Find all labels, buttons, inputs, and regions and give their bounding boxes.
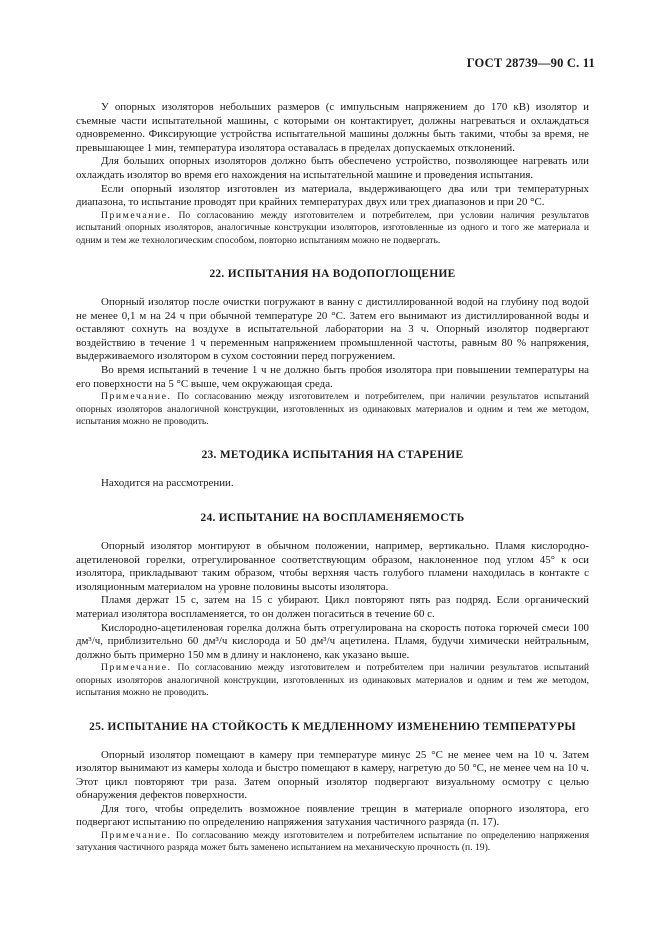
section-heading-22: 22. ИСПЫТАНИЯ НА ВОДОПОГЛОЩЕНИЕ bbox=[209, 267, 456, 280]
note-label: Примечание. bbox=[101, 209, 172, 221]
section-heading-25: 25. ИСПЫТАНИЕ НА СТОЙКОСТЬ К МЕДЛЕННОМУ ИЗМЕНЕНИЮ ТЕМПЕРАТУРЫ bbox=[89, 720, 576, 733]
note-text: По согласованию между изготовителем и потребителем при наличии результатов испытаний опорных изоляторов аналогичной конструкции, изготовленных из одинаковых материалов и одним и тем же методом, испытания можно не проводить. bbox=[76, 662, 589, 699]
section-23 bbox=[76, 477, 589, 491]
note-label: Примечание. bbox=[101, 391, 172, 403]
section-25 bbox=[76, 749, 589, 855]
intro-section bbox=[76, 101, 589, 247]
paragraph: Опорный изолятор после очистки погружают в ванну с дистиллированной водой на глубину под водой не менее 0,1 м на 24 ч при обычной температуре 20 °С. Затем его вынимают из дистиллированной воды и оставляют сохнуть на воздухе в испытательной лаборатории на 3 ч. Опорный изолятор подвергают воздействию в течение 1 ч переменным напряжением промышленной частоты, равным 80 % напряжения, выдерживаемого изолятором в сухом состоянии перед погружением. bbox=[76, 295, 589, 363]
paragraph: Пламя держат 15 с, затем на 15 с убирают. Цикл повторяют пять раз подряд. Если органический материал изолятора воспламеняется, то он должен погаситься в течение 60 с. bbox=[76, 594, 589, 620]
note-text: По согласованию между изготовителем и потребителем испытание по определению напряжения затухания частичного разряда может быть заменено испытанием на механическую прочность (п. 19). bbox=[76, 830, 589, 854]
note-text: По согласованию между изготовителем и потребителем, при наличии результатов испытаний опорных изоляторов аналогичной конструкции, изготовленных из одинаковых материалов и одним и тем же методом, испытания можно не проводить. bbox=[76, 391, 589, 427]
paragraph: Кислородно-ацетиленовая горелка должна быть отрегулирована на скорость потока горючей смеси 100 дм³/ч, приблизительно 60 дм³/ч кислорода и 50 дм³/ч ацетилена. Пламя, будучи химически нейтральным, должно быть примерно 150 мм в длину и наклонено, как указано выше. bbox=[76, 621, 589, 661]
paragraph: Опорный изолятор помещают в камеру при температуре минус 25 °С не менее чем на 10 ч. Затем изолятор вынимают из камеры холода и быстро помещают в камеру, нагретую до 50 °С, не менее чем на 10 ч. Этот цикл повторяют три раза. Затем опорный изолятор подвергают визуальному осмотру с целью обнаружения дефектов поверхности. bbox=[76, 748, 589, 802]
paragraph: Во время испытаний в течение 1 ч не должно быть пробоя изолятора при повышении температуры на его поверхности на 5 °С выше, чем окружающая среда. bbox=[76, 363, 589, 390]
paragraph: Если опорный изолятор изготовлен из материала, выдерживающего два или три температурных диапазона, то испытание проводят при крайних температурах двух или трех диапазонов и при 20 °С. bbox=[76, 182, 589, 209]
running-header: ГОСТ 28739—90 С. 11 bbox=[466, 56, 595, 70]
note bbox=[76, 662, 589, 699]
section-24 bbox=[76, 540, 589, 700]
note bbox=[76, 210, 589, 247]
note-label: Примечание. bbox=[101, 662, 172, 674]
section-22 bbox=[76, 296, 589, 428]
note bbox=[76, 830, 589, 855]
paragraph: Для больших опорных изоляторов должно быть обеспечено устройство, позволяющее нагревать или охлаждать изолятор во время его нахождения на испытательной машине и проведения испытания. bbox=[76, 155, 589, 181]
section-heading-23: 23. МЕТОДИКА ИСПЫТАНИЯ НА СТАРЕНИЕ bbox=[201, 449, 464, 462]
paragraph: Опорный изолятор монтируют в обычном положении, например, вертикально. Пламя кислородно-ацетиленовой горелки, отрегулированное соответствующим образом, наклоненное под углом 45° к оси изолятора, прикладывают таким образом, чтобы верхняя часть голубого пламени находилась в контакте с изоляционным материалом на уровне половины высоты изолятора. bbox=[76, 539, 589, 593]
note-label: Примечание. bbox=[101, 830, 172, 842]
note-text: По согласованию между изготовителем и потребителем, при условии наличия результатов испытаний опорных изоляторов, аналогичные конструкции изоляторов, изготовленные из одного и того же материала и одним и тем же технологическим способом, повторно испытаниям можно не подвергать. bbox=[76, 209, 589, 246]
section-heading-24: 24. ИСПЫТАНИЕ НА ВОСПЛАМЕНЯЕМОСТЬ bbox=[200, 511, 465, 524]
paragraph: Находится на рассмотрении. bbox=[101, 477, 234, 490]
paragraph: У опорных изоляторов небольших размеров (с импульсным напряжением до 170 кВ) изолятор и съемные части испытательной машины, с которыми он контактирует, должны нагреваться и охлаждаться одновременно. Фиксирующие устройства испытательной машины должны быть такими, чтобы за время, не превышающее 1 мин, температура изолятора оставалась в пределах допускаемых отклонений. bbox=[76, 101, 589, 154]
note bbox=[76, 391, 589, 428]
paragraph: Для того, чтобы определить возможное появление трещин в материале опорного изолятора, его подвергают испытанию по определению напряжения затухания частичного разряда (п. 17). bbox=[76, 802, 589, 829]
